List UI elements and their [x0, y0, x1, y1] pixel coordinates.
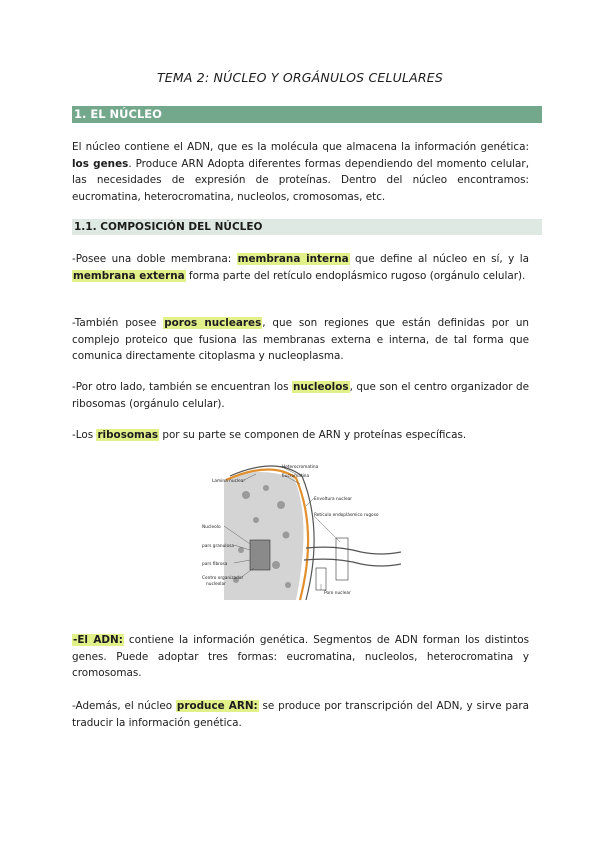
- label-envoltura-nuclear: Envoltura nuclear: [314, 497, 353, 502]
- highlight-nucleolos: nucleolos: [292, 381, 349, 393]
- intro-bold-genes: los genes: [72, 157, 129, 170]
- text: -Posee una doble membrana:: [72, 253, 237, 265]
- subsection-heading-composicion: 1.1. COMPOSICIÓN DEL NÚCLEO: [72, 219, 542, 235]
- page-title: TEMA 2: NÚCLEO Y ORGÁNULOS CELULARES: [156, 70, 444, 85]
- label-nucleolo: Nucleolo: [202, 525, 221, 530]
- text: , que son el centro organizador de ribosomas (orgánulo celular).: [72, 381, 529, 410]
- paragraph-arn: [72, 698, 529, 731]
- paragraph-ribosomas: [72, 427, 529, 444]
- intro-paragraph: [72, 139, 529, 205]
- intro-text: El núcleo contiene el ADN, que es la molécula que almacena la información genética:: [72, 141, 529, 153]
- highlight-poros-nucleares: poros nucleares: [164, 317, 262, 329]
- text: por su parte se componen de ARN y proteínas específicas.: [159, 429, 467, 441]
- text: contiene la información genética. Segmentos de ADN forman los distintos genes. Puede adoptar tres formas: eucromatina, nucleolos, heterocromatina y cromosomas.: [72, 634, 529, 679]
- label-centro-nucleolar: nucleolar: [206, 582, 226, 587]
- label-reticulo-endoplasmico: Retículo endoplásmico rugoso: [314, 513, 379, 518]
- text: , que son regiones que están definidas por un complejo proteico que fusiona las membranas externa e interna, de tal forma que comunica directamente citoplasma y nucleoplasma.: [72, 317, 529, 362]
- paragraph-nucleolos: [72, 379, 529, 412]
- paragraph-poros: [72, 315, 529, 365]
- text: -Por otro lado, también se encuentran los: [72, 381, 292, 393]
- label-poro-nuclear: Poro nuclear: [324, 591, 351, 596]
- highlight-produce-arn: produce ARN:: [176, 700, 258, 712]
- label-heterocromatina: Heterocromatina: [282, 465, 319, 470]
- highlight-ribosomas: ribosomas: [97, 429, 159, 441]
- nucleus-diagram: [196, 460, 406, 612]
- label-eucromatina: Eucromatina: [282, 474, 310, 479]
- label-centro-organizador: Centro organizador: [202, 576, 244, 581]
- paragraph-adn: [72, 632, 529, 682]
- text: -Los: [72, 429, 97, 441]
- text: se produce por transcripción del ADN, y sirve para traducir la información genética.: [72, 700, 530, 729]
- section-heading-el-nucleo: 1. EL NÚCLEO: [72, 106, 542, 123]
- paragraph-membrana: [72, 251, 529, 284]
- label-lamina-nuclear: Lamina nuclear: [212, 479, 246, 484]
- text: que define al núcleo en sí, y la: [349, 253, 529, 265]
- text: forma parte del retículo endoplásmico rugoso (orgánulo celular).: [185, 269, 526, 282]
- highlight-membrana-externa: membrana externa: [73, 269, 185, 282]
- highlight-el-adn: -El ADN:: [73, 634, 123, 646]
- label-pars-fibrosa: pars fibrosa: [202, 562, 228, 567]
- highlight-membrana-interna: membrana interna: [237, 253, 349, 265]
- label-pars-granulosa: pars granulosa: [202, 544, 235, 549]
- intro-text-cont: . Produce ARN Adopta diferentes formas dependiendo del momento celular, las necesidades de expresión de proteínas. Dentro del núcleo encontramos: eucromatina, heterocromatina, nucleolos, cromosomas, etc.: [72, 157, 529, 203]
- nucleolus-shape: [250, 540, 270, 570]
- text: -También posee: [72, 317, 164, 329]
- text: -Además, el núcleo: [72, 700, 176, 712]
